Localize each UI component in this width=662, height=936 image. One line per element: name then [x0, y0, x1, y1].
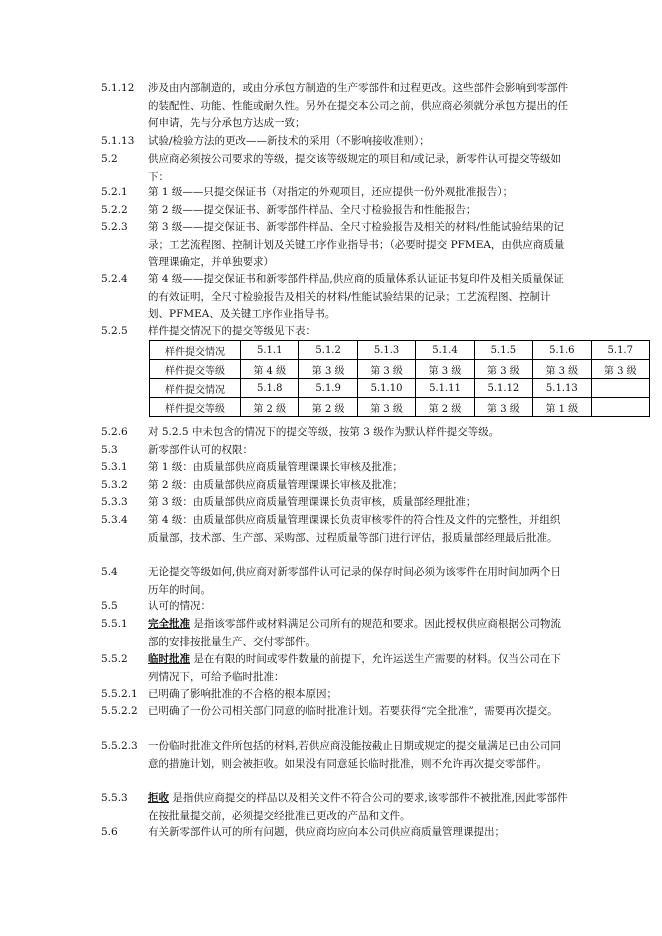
- table-cell: 第 3 级: [299, 360, 357, 379]
- table-cell: 第 3 级: [357, 398, 415, 417]
- table-cell: 样件提交情况: [150, 341, 241, 360]
- clause-text: 无论提交等级如何,供应商对新零部件认可记录的保存时间必须为该零件在用时间加两个日历年的时间。: [148, 566, 561, 596]
- table-cell: [591, 379, 649, 398]
- clause-number: 5.3.4: [101, 514, 128, 526]
- clause-number: 5.5.1: [101, 618, 128, 630]
- clause-number: 5.3.2: [101, 479, 128, 491]
- table-cell: 5.1.2: [299, 341, 357, 360]
- table-cell: 样件提交等级: [150, 398, 241, 417]
- table-cell: [591, 398, 649, 417]
- table-cell: 5.1.4: [416, 341, 474, 360]
- table-cell: 第 2 级: [241, 398, 299, 417]
- clause-text: 供应商必须按公司要求的等级，提交该等级规定的项目和/或记录，新零件认可提交等级如下：: [148, 153, 562, 183]
- table-cell: 5.1.3: [357, 341, 415, 360]
- clause-number: 5.1.13: [101, 135, 135, 147]
- clause-text: 第 2 级：由质量部供应商质量管理课课长审核及批准；: [148, 479, 403, 491]
- clause-text: 已明确了一份公司相关部门同意的临时批准计划。若要获得“完全批准”，需要再次提交。: [148, 705, 558, 717]
- clause-number: 5.5.2.2: [101, 705, 138, 717]
- clause-text: [148, 651, 568, 686]
- table-cell: 第 1 级: [533, 398, 591, 417]
- clause-text: 第 2 级——提交保证书、新零部件样品、全尺寸检验报告和性能报告；: [148, 204, 477, 216]
- clause-number: 5.5.2.3: [101, 740, 138, 752]
- clause-number: 5.3: [101, 444, 118, 456]
- clause-text: 第 1 级：由质量部供应商质量管理课课长审核及批准；: [148, 461, 403, 473]
- table-cell: 5.1.10: [357, 379, 415, 398]
- clause-number: 5.3.1: [101, 461, 128, 473]
- clause-number: 5.2.4: [101, 273, 128, 285]
- clause-text: 涉及由内部制造的，或由分承包方制造的生产零部件和过程更改。这些部件会影响到零部件的装配性、功能、性能或耐久性。另外在提交本公司之前，供应商必须就分承包方提出的任何申请，先与分承包方达成一致；: [148, 82, 568, 129]
- clause-text: 第 4 级——提交保证书和新零部件样品,供应商的质量体系认证证书复印件及相关质量保证的有效证明，全尺寸检验报告及相关的材料/性能试验结果的记录；工艺流程图、控制计划、PFMEA、及关键工序作业指导书。: [148, 273, 564, 320]
- table-row: [150, 379, 650, 398]
- clause-text: 第 4 级：由质量部供应商质量管理课课长负责审核零件的符合性及文件的完整性，并组织质量部，技术部、生产部、采购部、过程质量等部门进行评估，报质量部经理最后批准。: [148, 514, 561, 544]
- clause-text: 第 1 级——只提交保证书（对指定的外观项目，还应提供一份外观批准报告）；: [148, 186, 514, 198]
- table-cell: 第 3 级: [474, 398, 532, 417]
- clause-text: 第 3 级：由质量部供应商质量管理课课长负责审核，质量部经理批准；: [148, 496, 477, 508]
- clause-text: 认可的情况：: [148, 600, 211, 612]
- clause-number: 5.6: [101, 826, 118, 838]
- clause-text: 一份临时批准文件所包括的材料,若供应商没能按截止日期或规定的提交量满足已由公司同意的措施计划，则会被拒收。如果没有同意延长临时批准，则不允许再次提交零部件。: [148, 740, 561, 770]
- term-description: 是在有限的时间或零件数量的前提下，允许运送生产需要的材料。仅当公司在下列情况下，可给予临时批准：: [148, 653, 561, 683]
- clause-number: 5.2.5: [101, 325, 128, 337]
- term-rejection: 拒收: [148, 792, 169, 804]
- clause-text: 已明确了影响批准的不合格的根本原因；: [148, 688, 337, 700]
- table-cell: 5.1.8: [241, 379, 299, 398]
- clause-number: 5.2.2: [101, 204, 128, 216]
- term-full-approval: 完全批准: [148, 618, 190, 630]
- table-row: [150, 360, 650, 379]
- table-cell: 5.1.13: [533, 379, 591, 398]
- table-cell: 样件提交等级: [150, 360, 241, 379]
- clause-text: 第 3 级——提交保证书、新零部件样品、全尺寸检验报告及相关的材料/性能试验结果的记录；工艺流程图、控制计划及关键工序作业指导书；（必要时提交 PFMEA，由供应商质量管理课确定，并单独要求）: [148, 221, 565, 268]
- term-description: 是指该零部件或材料满足公司所有的规范和要求。因此授权供应商根据公司物流部的安排按批量生产、交付零部件。: [148, 618, 561, 648]
- table-cell: 5.1.7: [591, 341, 649, 360]
- table-cell: 5.1.1: [241, 341, 299, 360]
- clause-text: 对 5.2.5 中未包含的情况下的提交等级，按第 3 级作为默认样件提交等级。: [148, 426, 500, 438]
- clause-text: [148, 616, 568, 651]
- clause-number: 5.5: [101, 600, 118, 612]
- table-cell: 第 2 级: [416, 398, 474, 417]
- clause-text: [148, 790, 568, 825]
- table-cell: 样件提交情况: [150, 379, 241, 398]
- clause-text: 样件提交情况下的提交等级见下表：: [148, 325, 316, 337]
- clause-number: 5.1.12: [101, 82, 135, 94]
- table-cell: 第 4 级: [241, 360, 299, 379]
- term-interim-approval: 临时批准: [148, 653, 190, 665]
- table-cell: 第 3 级: [357, 360, 415, 379]
- table-cell: 5.1.9: [299, 379, 357, 398]
- clause-number: 5.5.3: [101, 792, 128, 804]
- clause-number: 5.5.2: [101, 653, 128, 665]
- table-cell: 5.1.12: [474, 379, 532, 398]
- clause-number: 5.2: [101, 153, 118, 165]
- submission-level-table: [149, 340, 650, 417]
- table-cell: 5.1.11: [416, 379, 474, 398]
- table-cell: 第 3 级: [474, 360, 532, 379]
- clause-number: 5.3.3: [101, 496, 128, 508]
- term-description: 是指供应商提交的样品以及相关文件不符合公司的要求,该零部件不被批准,因此零部件在按批量提交前，必须提交经批准已更改的产品和文件。: [148, 792, 568, 822]
- clause-number: 5.5.2.1: [101, 688, 138, 700]
- table-row: [150, 398, 650, 417]
- clause-number: 5.2.1: [101, 186, 128, 198]
- clause-text: 新零部件认可的权限：: [148, 444, 253, 456]
- clause-number: 5.4: [101, 566, 118, 578]
- clause-number: 5.2.3: [101, 221, 128, 233]
- table-cell: 第 3 级: [591, 360, 649, 379]
- table-row: [150, 341, 650, 360]
- table-cell: 5.1.5: [474, 341, 532, 360]
- table-cell: 第 3 级: [416, 360, 474, 379]
- clause-text: 试验/检验方法的更改——新技术的采用（不影响接收准则）；: [148, 135, 430, 147]
- table-cell: 5.1.6: [533, 341, 591, 360]
- table-cell: 第 3 级: [533, 360, 591, 379]
- table-cell: 第 2 级: [299, 398, 357, 417]
- clause-text: 有关新零部件认可的所有问题，供应商均应向本公司供应商质量管理课提出；: [148, 826, 505, 838]
- clause-number: 5.2.6: [101, 426, 128, 438]
